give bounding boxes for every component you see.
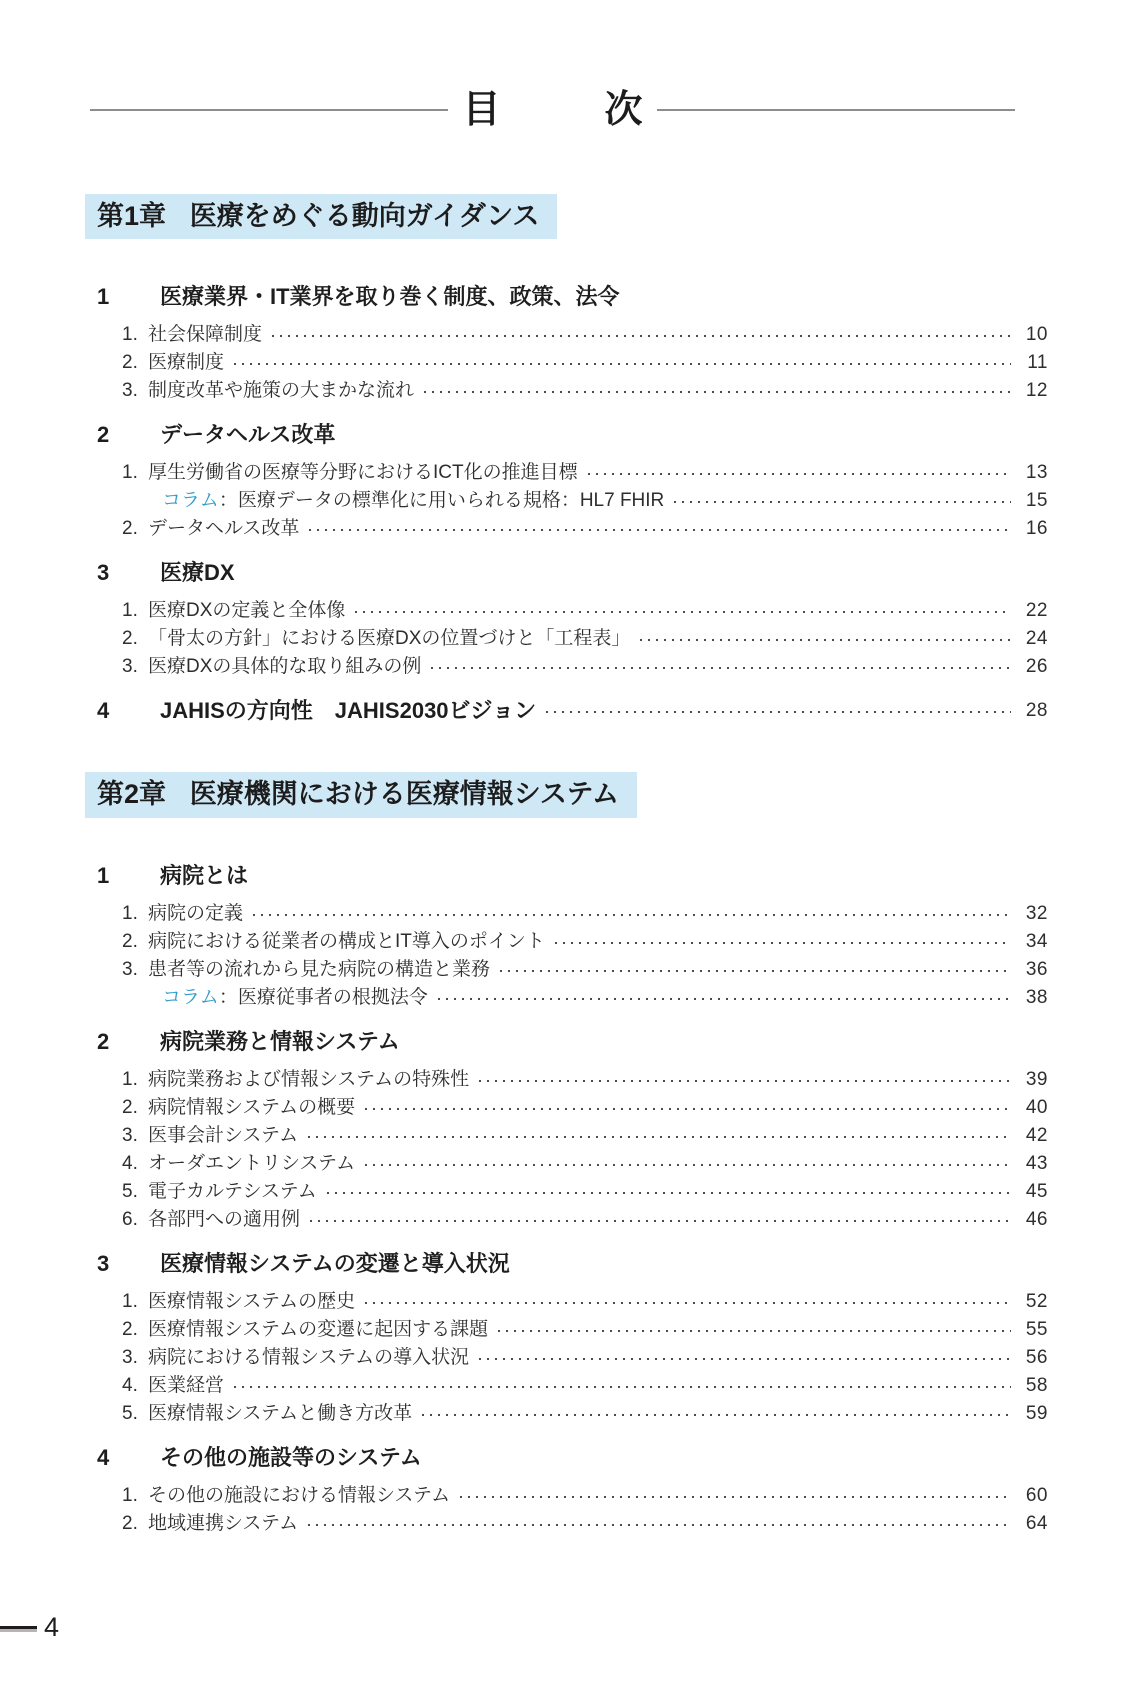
toc-entry [85, 1122, 1048, 1150]
section-items [85, 459, 1048, 543]
toc-entry [85, 1344, 1048, 1372]
entry-title: 病院における情報システムの導入状況 [148, 1346, 470, 1368]
entry-number: 3. [122, 958, 138, 980]
page-number: 15 [1025, 490, 1048, 512]
toc-section [85, 1249, 1048, 1428]
toc-entry [85, 956, 1048, 984]
section-items [85, 900, 1048, 1012]
dot-leader [327, 1192, 1011, 1194]
entry-number: 5. [122, 1402, 138, 1424]
dot-leader [588, 473, 1011, 475]
entry-number: 2. [122, 628, 138, 650]
section-heading [85, 1249, 1048, 1279]
dot-leader [546, 711, 1011, 713]
entry-title: ：医療従事者の根拠法令 [218, 986, 428, 1008]
toc-section [85, 558, 1048, 681]
toc-body [85, 194, 1048, 1538]
dot-leader [355, 611, 1011, 613]
dot-leader [308, 1524, 1011, 1526]
section-title: その他の施設等のシステム [160, 1444, 422, 1470]
entry-title: 医療情報システムの歴史 [148, 1290, 356, 1312]
entry-title: 患者等の流れから見た病院の構造と業務 [148, 958, 491, 980]
page-number: 52 [1025, 1290, 1048, 1312]
header-rule-left [90, 109, 448, 111]
toc-section [85, 282, 1048, 405]
page-number: 32 [1025, 902, 1048, 924]
page-number: 16 [1025, 518, 1048, 540]
entry-number: 2. [122, 518, 138, 540]
toc-section [85, 420, 1048, 543]
section-heading [85, 1027, 1048, 1057]
page-title [448, 91, 656, 129]
section-number: 4 [97, 1444, 110, 1470]
section-title: 医療DX [160, 560, 235, 586]
section-heading [85, 420, 1048, 450]
dot-leader [640, 639, 1011, 641]
footer-page-number: 4 [44, 1612, 60, 1642]
entry-number: 1. [122, 902, 138, 924]
toc-entry [85, 1400, 1048, 1428]
page-number: 58 [1025, 1374, 1048, 1396]
page-title-left: 目 [462, 89, 501, 131]
entry-title: オーダエントリシステム [148, 1152, 356, 1174]
entry-number: 6. [122, 1208, 138, 1230]
dot-leader [308, 1136, 1011, 1138]
toc-entry [85, 900, 1048, 928]
dot-leader [234, 363, 1011, 365]
page-number: 28 [1025, 700, 1048, 722]
page-number: 26 [1025, 656, 1048, 678]
page-number: 13 [1025, 462, 1048, 484]
header-rule-right [657, 109, 1015, 111]
page-number: 24 [1025, 628, 1048, 650]
section-heading [85, 1443, 1048, 1473]
entry-number: 4. [122, 1374, 138, 1396]
section-items [85, 1066, 1048, 1234]
footer-rule [0, 1626, 37, 1629]
entry-number: 2. [122, 1318, 138, 1340]
page-number: 12 [1025, 380, 1048, 402]
entry-number: 1. [122, 1068, 138, 1090]
dot-leader [365, 1164, 1011, 1166]
dot-leader [424, 391, 1011, 393]
dot-leader [555, 942, 1011, 944]
entry-title: 厚生労働省の医療等分野におけるICT化の推進目標 [148, 462, 578, 484]
entry-title: 地域連携システム [148, 1512, 299, 1534]
page-number: 34 [1025, 930, 1048, 952]
dot-leader [479, 1358, 1011, 1360]
toc-section [85, 1027, 1048, 1234]
section-heading [85, 558, 1048, 588]
page-number: 56 [1025, 1346, 1048, 1368]
dot-leader [253, 914, 1011, 916]
entry-number: 3. [122, 1346, 138, 1368]
section-number: 4 [97, 698, 110, 724]
toc-entry [85, 625, 1048, 653]
chapter-title: 医療機関における医療情報システム [189, 779, 620, 810]
section-items [85, 1482, 1048, 1538]
chapter [85, 772, 1048, 1537]
column-label: コラム [162, 490, 219, 512]
entry-title: 医療DXの定義と全体像 [148, 600, 346, 622]
chapter-sections [85, 861, 1048, 1538]
section-title: JAHISの方向性 JAHIS2030ビジョン [160, 698, 537, 724]
dot-leader [365, 1108, 1011, 1110]
dot-leader [500, 970, 1011, 972]
entry-number: 3. [122, 380, 138, 402]
entry-number: 1. [122, 462, 138, 484]
section-heading [85, 861, 1048, 891]
toc-entry [85, 1510, 1048, 1538]
toc-entry [85, 377, 1048, 405]
page-number: 59 [1025, 1402, 1048, 1424]
section-number: 1 [97, 862, 110, 888]
chapter-sections [85, 282, 1048, 726]
toc-entry [85, 928, 1048, 956]
section-items [85, 597, 1048, 681]
toc-entry [85, 1288, 1048, 1316]
entry-title: 病院業務および情報システムの特殊性 [148, 1068, 470, 1090]
toc-entry [85, 1206, 1048, 1234]
entry-number: 3. [122, 656, 138, 678]
entry-number: 2. [122, 1096, 138, 1118]
toc-entry [85, 487, 1048, 515]
toc-entry [85, 597, 1048, 625]
section-heading [85, 282, 1048, 312]
section-items [85, 1288, 1048, 1428]
entry-title: 電子カルテシステム [148, 1180, 317, 1202]
page-number: 40 [1025, 1096, 1048, 1118]
entry-title: 制度改革や施策の大まかな流れ [148, 380, 415, 402]
dot-leader [234, 1386, 1011, 1388]
entry-number: 3. [122, 1124, 138, 1146]
chapter-heading [85, 772, 637, 817]
entry-title: 各部門への適用例 [148, 1208, 301, 1230]
section-title: 医療業界・IT業界を取り巻く制度、政策、法令 [160, 284, 620, 310]
entry-title: 医療情報システムと働き方改革 [148, 1402, 413, 1424]
entry-title: 病院における従業者の構成とIT導入のポイント [148, 930, 545, 952]
page-number: 43 [1025, 1152, 1048, 1174]
toc-entry [85, 1372, 1048, 1400]
dot-leader [460, 1496, 1011, 1498]
page-number: 64 [1025, 1512, 1048, 1534]
page-header [90, 88, 1015, 132]
entry-number: 2. [122, 352, 138, 374]
toc-entry [85, 321, 1048, 349]
toc-entry [85, 459, 1048, 487]
dot-leader [431, 667, 1011, 669]
toc-entry [85, 1316, 1048, 1344]
page-title-right: 次 [604, 89, 643, 131]
entry-title: ：医療データの標準化に用いられる規格：HL7 FHIR [218, 490, 665, 512]
toc-entry [85, 653, 1048, 681]
page-number: 38 [1025, 986, 1048, 1008]
entry-title: データヘルス改革 [148, 518, 300, 540]
page-number: 22 [1025, 600, 1048, 622]
page-number: 11 [1027, 352, 1048, 374]
chapter-number: 第1章 [97, 201, 167, 231]
toc-section [85, 861, 1048, 1012]
section-number: 3 [97, 560, 110, 586]
section-number: 3 [97, 1250, 110, 1276]
entry-title: 医業経営 [148, 1374, 225, 1396]
dot-leader [479, 1080, 1011, 1082]
page-number: 10 [1025, 324, 1048, 346]
page-number: 36 [1025, 958, 1048, 980]
toc-entry [85, 1066, 1048, 1094]
dot-leader [498, 1330, 1011, 1332]
chapter-number: 第2章 [97, 779, 167, 810]
dot-leader [674, 501, 1011, 503]
dot-leader [310, 1220, 1011, 1222]
entry-title: その他の施設における情報システム [148, 1484, 451, 1506]
section-title: 病院業務と情報システム [160, 1028, 400, 1054]
section-heading [85, 696, 1048, 726]
entry-number: 2. [122, 930, 138, 952]
dot-leader [365, 1302, 1011, 1304]
entry-title: 病院情報システムの概要 [148, 1096, 356, 1118]
entry-number: 1. [122, 600, 138, 622]
section-title: 医療情報システムの変遷と導入状況 [160, 1250, 510, 1276]
entry-number: 5. [122, 1180, 138, 1202]
entry-number: 4. [122, 1152, 138, 1174]
entry-title: 医事会計システム [148, 1124, 299, 1146]
toc-entry [85, 984, 1048, 1012]
column-label: コラム [162, 986, 219, 1008]
section-number: 2 [97, 422, 110, 448]
chapter [85, 194, 1048, 726]
toc-entry [85, 1482, 1048, 1510]
page-number: 39 [1025, 1068, 1048, 1090]
entry-number: 1. [122, 1290, 138, 1312]
toc-section [85, 1443, 1048, 1538]
toc-section [85, 696, 1048, 726]
entry-title: 医療DXの具体的な取り組みの例 [148, 656, 422, 678]
toc-page [0, 88, 1133, 1688]
dot-leader [422, 1414, 1011, 1416]
entry-title: 社会保障制度 [148, 324, 263, 346]
page-number: 46 [1025, 1208, 1048, 1230]
page-number: 42 [1025, 1124, 1048, 1146]
chapter-heading [85, 194, 557, 239]
entry-title: 「骨太の方針」における医療DXの位置づけと「工程表」 [148, 628, 631, 650]
toc-entry [85, 1178, 1048, 1206]
dot-leader [272, 335, 1011, 337]
entry-title: 病院の定義 [148, 902, 244, 924]
page-number: 45 [1025, 1180, 1048, 1202]
dot-leader [309, 529, 1011, 531]
section-items [85, 321, 1048, 405]
dot-leader [438, 998, 1011, 1000]
section-title: 病院とは [160, 862, 249, 888]
chapter-title: 医療をめぐる動向ガイダンス [189, 201, 540, 231]
page-footer [0, 1612, 59, 1643]
section-title: データヘルス改革 [160, 422, 336, 448]
toc-entry [85, 349, 1048, 377]
entry-title: 医療情報システムの変遷に起因する課題 [148, 1318, 489, 1340]
toc-entry [85, 1094, 1048, 1122]
entry-number: 1. [122, 324, 138, 346]
page-number: 60 [1025, 1484, 1048, 1506]
section-number: 2 [97, 1028, 110, 1054]
entry-title: 医療制度 [148, 352, 225, 374]
entry-number: 1. [122, 1484, 138, 1506]
page-number: 55 [1025, 1318, 1048, 1340]
section-number: 1 [97, 284, 110, 310]
toc-entry [85, 515, 1048, 543]
toc-entry [85, 1150, 1048, 1178]
entry-number: 2. [122, 1512, 138, 1534]
